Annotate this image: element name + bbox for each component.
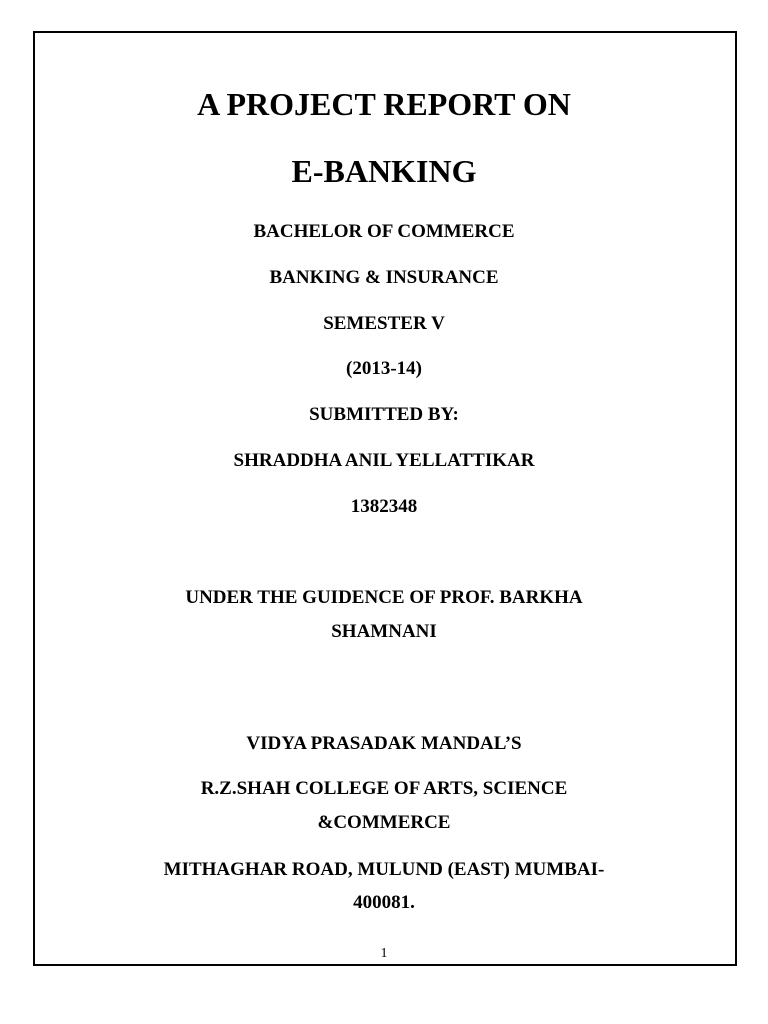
guidance-line-2: SHAMNANI — [331, 621, 437, 642]
address-line-2: 400081. — [353, 892, 415, 913]
degree-text: BACHELOR OF COMMERCE — [253, 221, 515, 242]
institution-name: VIDYA PRASADAK MANDAL’S — [246, 733, 522, 754]
roll-number: 1382348 — [350, 496, 418, 517]
page-number: 1 — [380, 946, 388, 961]
specialization-text: BANKING & INSURANCE — [269, 267, 499, 288]
guidance-line-1: UNDER THE GUIDENCE OF PROF. BARKHA — [185, 587, 583, 608]
submitted-by-label: SUBMITTED BY: — [309, 404, 459, 425]
report-title-line-1: A PROJECT REPORT ON — [197, 86, 571, 122]
report-title-line-2: E-BANKING — [291, 153, 477, 189]
college-name-line-2: &COMMERCE — [317, 812, 451, 833]
academic-year-text: (2013-14) — [346, 358, 422, 379]
address-line-1: MITHAGHAR ROAD, MULUND (EAST) MUMBAI- — [163, 859, 605, 880]
semester-text: SEMESTER V — [323, 313, 445, 334]
college-name-line-1: R.Z.SHAH COLLEGE OF ARTS, SCIENCE — [200, 778, 568, 799]
student-name: SHRADDHA ANIL YELLATTIKAR — [233, 450, 535, 471]
